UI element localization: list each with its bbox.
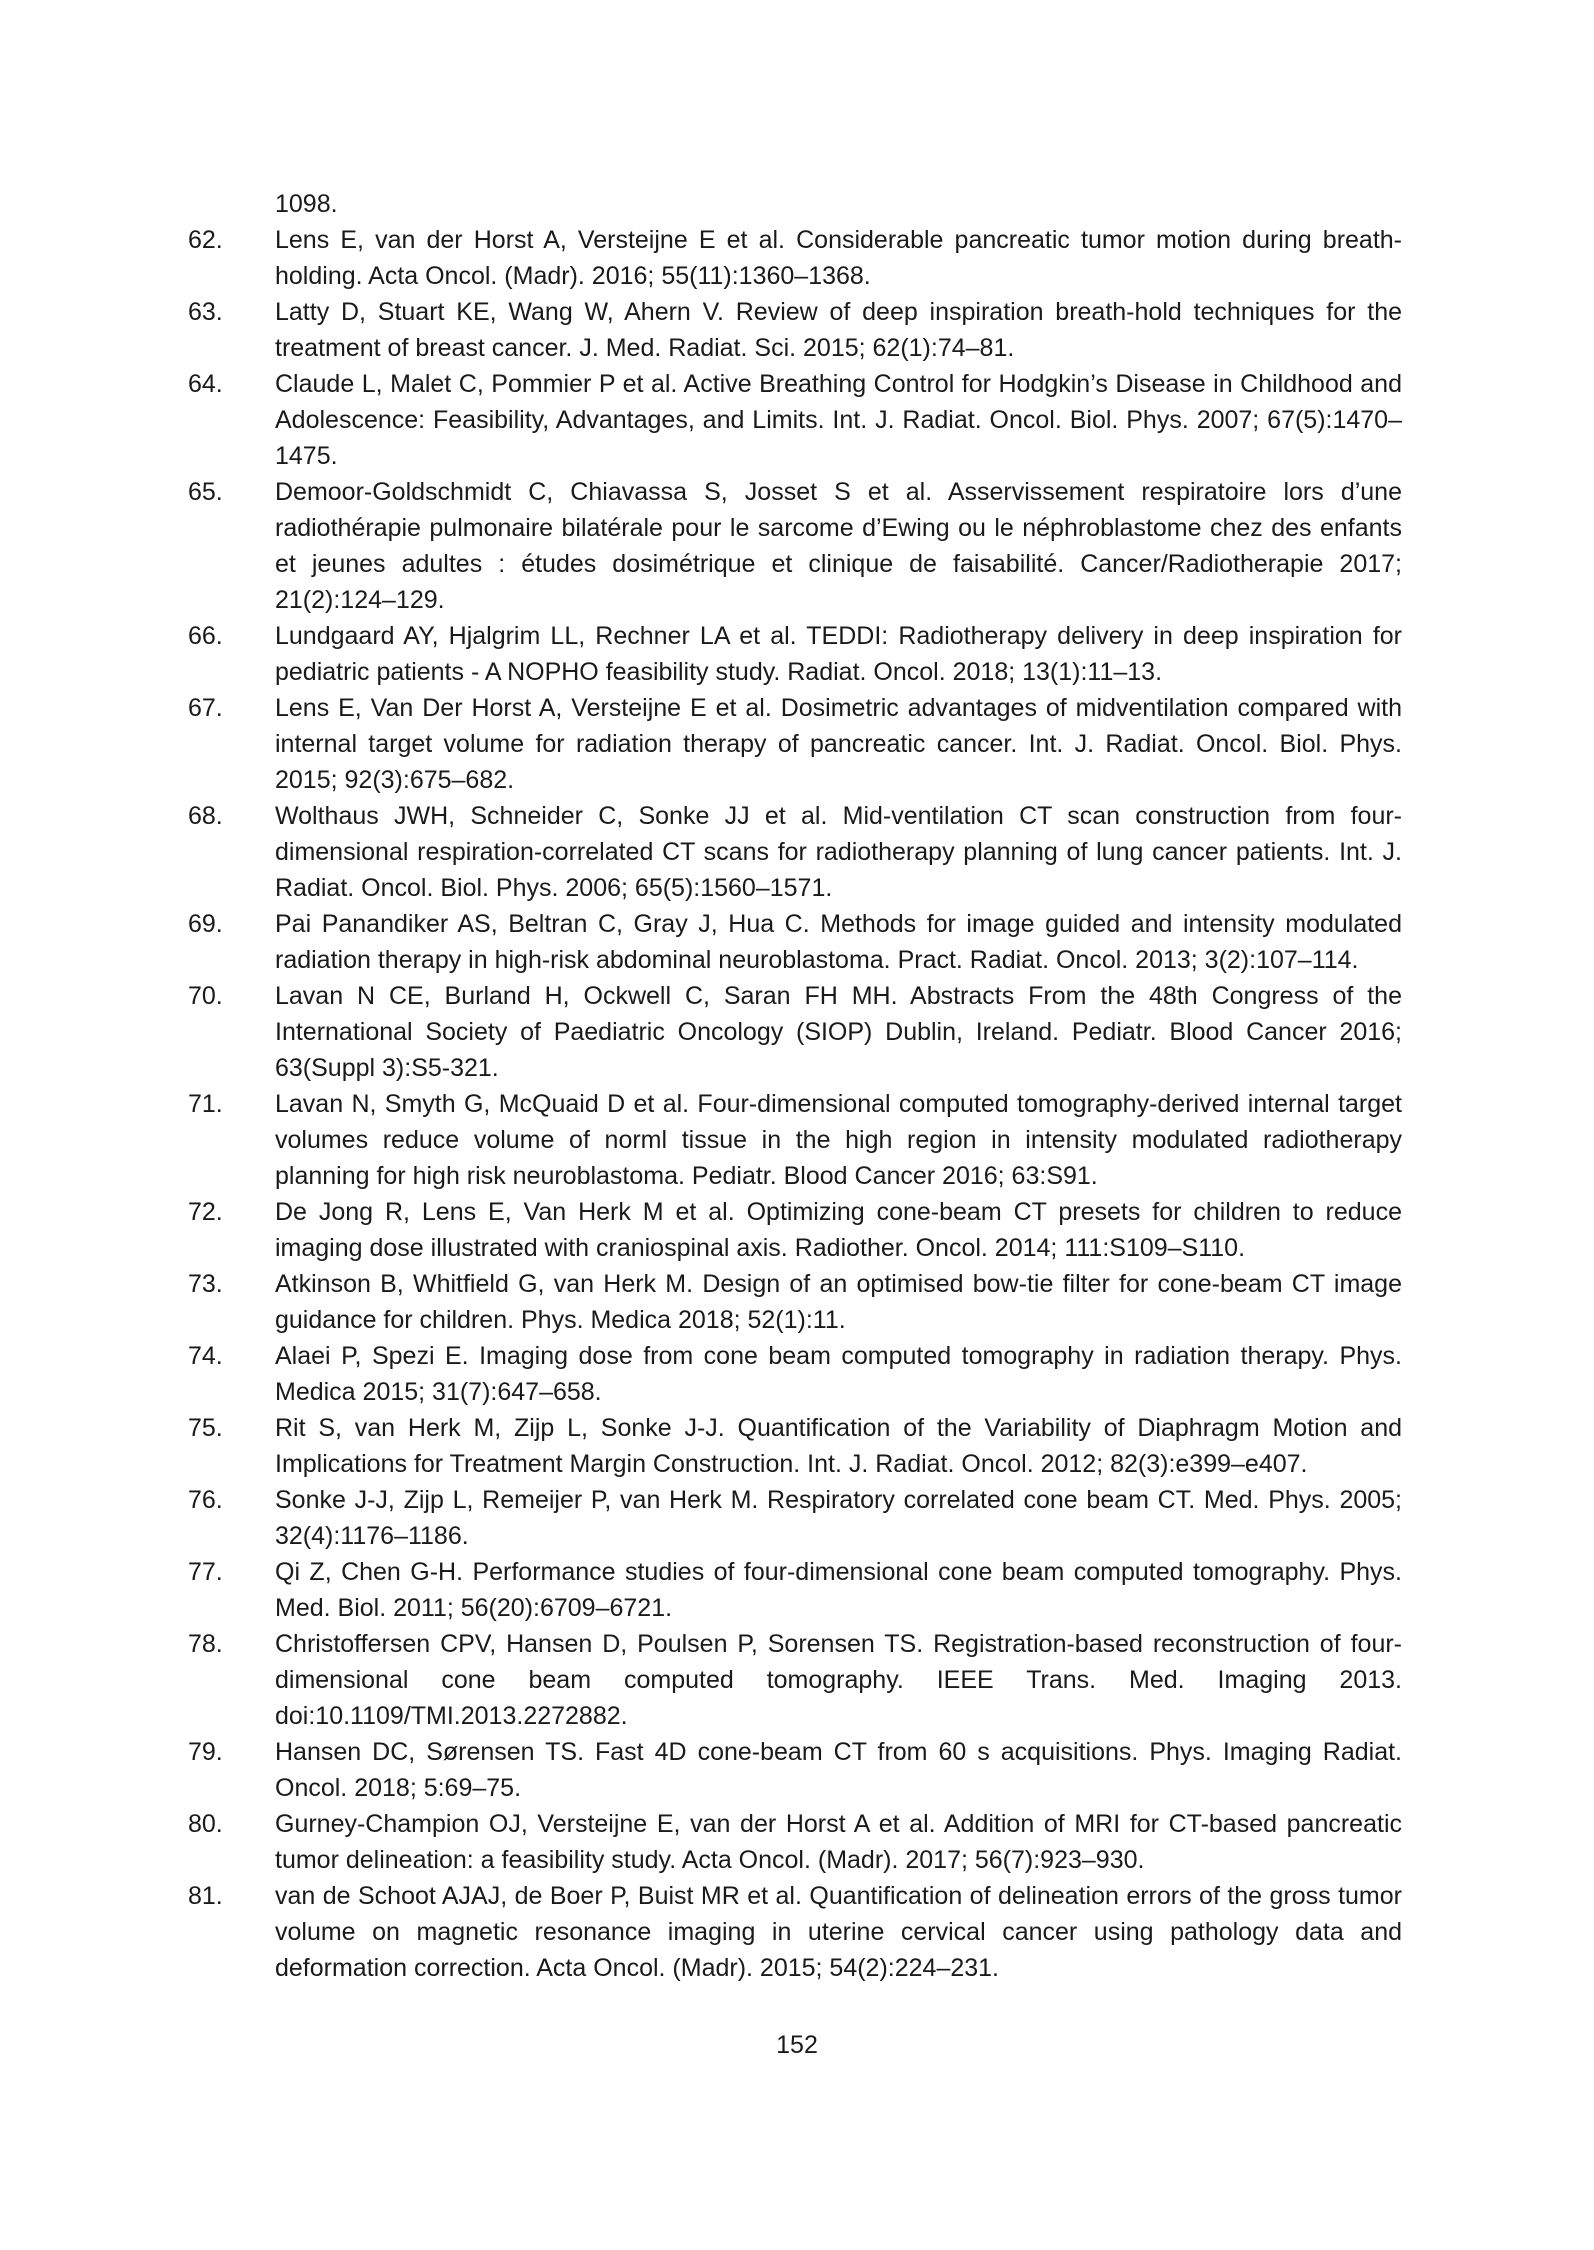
reference-text: Wolthaus JWH, Schneider C, Sonke JJ et al. Mid-ventilation CT scan construction from four-dimensional respiration-correlated CT scans for radiotherapy planning of lung cancer patients. Int. J. Radiat. Oncol. Biol. Phys. 2006; 65(5):1560–1571. [275,802,1402,902]
reference-text: Alaei P, Spezi E. Imaging dose from cone beam computed tomography in radiation therapy. Phys. Medica 2015; 31(7):647–658. [275,1342,1402,1406]
reference-number: 69. [188,910,223,938]
reference-text: Lundgaard AY, Hjalgrim LL, Rechner LA et al. TEDDI: Radiotherapy delivery in deep inspiration for pediatric patients - A NOPHO feasibility study. Radiat. Oncol. 2018; 13(1):11–13. [275,622,1402,686]
reference-entry [188,1806,1402,1878]
reference-number: 67. [188,694,223,722]
reference-text: Claude L, Malet C, Pommier P et al. Active Breathing Control for Hodgkin’s Disease in Childhood and Adolescence: Feasibility, Advantages, and Limits. Int. J. Radiat. Oncol. Biol. Phys. 2007; 67(5):1470–1475. [275,370,1402,470]
reference-entry [188,474,1402,618]
reference-number: 75. [188,1414,223,1442]
reference-entry [188,906,1402,978]
reference-text: Latty D, Stuart KE, Wang W, Ahern V. Review of deep inspiration breath-hold techniques for the treatment of breast cancer. J. Med. Radiat. Sci. 2015; 62(1):74–81. [275,298,1402,362]
reference-number: 66. [188,622,223,650]
reference-text: Qi Z, Chen G-H. Performance studies of four-dimensional cone beam computed tomography. Phys. Med. Biol. 2011; 56(20):6709–6721. [275,1558,1402,1622]
reference-text: van de Schoot AJAJ, de Boer P, Buist MR et al. Quantification of delineation errors of the gross tumor volume on magnetic resonance imaging in uterine cervical cancer using pathology data and deformation correction. Acta Oncol. (Madr). 2015; 54(2):224–231. [275,1882,1402,1982]
reference-entry [188,366,1402,474]
reference-number: 76. [188,1486,223,1514]
reference-text: Demoor-Goldschmidt C, Chiavassa S, Josset S et al. Asservissement respiratoire lors d’une radiothérapie pulmonaire bilatérale pour le sarcome d’Ewing ou le néphroblastome chez des enfants et jeunes adultes : études dosimétrique et clinique de faisabilité. Cancer/Radiotherapie 2017; 21(2):124–129. [275,478,1402,614]
reference-text: Lens E, van der Horst A, Versteijne E et al. Considerable pancreatic tumor motion during breath-holding. Acta Oncol. (Madr). 2016; 55(11):1360–1368. [275,226,1402,290]
reference-text: Sonke J-J, Zijp L, Remeijer P, van Herk M. Respiratory correlated cone beam CT. Med. Phys. 2005; 32(4):1176–1186. [275,1486,1402,1550]
reference-entry [188,978,1402,1086]
reference-text: Atkinson B, Whitfield G, van Herk M. Design of an optimised bow-tie filter for cone-beam CT image guidance for children. Phys. Medica 2018; 52(1):11. [275,1270,1402,1334]
reference-number: 74. [188,1342,223,1370]
reference-text: Pai Panandiker AS, Beltran C, Gray J, Hua C. Methods for image guided and intensity modulated radiation therapy in high-risk abdominal neuroblastoma. Pract. Radiat. Oncol. 2013; 3(2):107–114. [275,910,1402,974]
reference-text: Lavan N CE, Burland H, Ockwell C, Saran FH MH. Abstracts From the 48th Congress of the International Society of Paediatric Oncology (SIOP) Dublin, Ireland. Pediatr. Blood Cancer 2016; 63(Suppl 3):S5-321. [275,982,1402,1082]
reference-number: 79. [188,1738,223,1766]
reference-text: Lens E, Van Der Horst A, Versteijne E et al. Dosimetric advantages of midventilation compared with internal target volume for radiation therapy of pancreatic cancer. Int. J. Radiat. Oncol. Biol. Phys. 2015; 92(3):675–682. [275,694,1402,794]
reference-number: 78. [188,1630,223,1658]
reference-number: 77. [188,1558,223,1586]
reference-text: Lavan N, Smyth G, McQuaid D et al. Four-dimensional computed tomography-derived internal target volumes reduce volume of norml tissue in the high region in intensity modulated radiotherapy planning for high risk neuroblastoma. Pediatr. Blood Cancer 2016; 63:S91. [275,1090,1402,1190]
reference-text: Hansen DC, Sørensen TS. Fast 4D cone-beam CT from 60 s acquisitions. Phys. Imaging Radiat. Oncol. 2018; 5:69–75. [275,1738,1402,1802]
reference-entry [188,1482,1402,1554]
reference-text: De Jong R, Lens E, Van Herk M et al. Optimizing cone-beam CT presets for children to reduce imaging dose illustrated with craniospinal axis. Radiother. Oncol. 2014; 111:S109–S110. [275,1198,1402,1262]
reference-number: 62. [188,226,223,254]
reference-entry [188,1878,1402,1986]
reference-number: 64. [188,370,223,398]
reference-number: 81. [188,1882,223,1910]
reference-entry [188,222,1402,294]
reference-entry [188,798,1402,906]
reference-text: Christoffersen CPV, Hansen D, Poulsen P, Sorensen TS. Registration-based reconstruction of four-dimensional cone beam computed tomography. IEEE Trans. Med. Imaging 2013. doi:10.1109/TMI.2013.2272882. [275,1630,1402,1730]
reference-text: Gurney-Champion OJ, Versteijne E, van der Horst A et al. Addition of MRI for CT-based pancreatic tumor delineation: a feasibility study. Acta Oncol. (Madr). 2017; 56(7):923–930. [275,1810,1402,1874]
reference-number: 70. [188,982,223,1010]
reference-number: 68. [188,802,223,830]
reference-entry [188,690,1402,798]
page-number: 152 [776,2031,818,2059]
reference-number: 65. [188,478,223,506]
reference-list [188,186,1402,1986]
reference-number: 73. [188,1270,223,1298]
reference-entry [188,1194,1402,1266]
reference-entry [188,1338,1402,1410]
reference-entry [188,1554,1402,1626]
reference-continuation-text: 1098. [275,190,338,218]
reference-number: 72. [188,1198,223,1226]
reference-entry [188,1626,1402,1734]
reference-continuation [188,186,1402,222]
reference-number: 63. [188,298,223,326]
reference-entry [188,1410,1402,1482]
reference-entry [188,618,1402,690]
reference-text: Rit S, van Herk M, Zijp L, Sonke J-J. Quantification of the Variability of Diaphragm Motion and Implications for Treatment Margin Construction. Int. J. Radiat. Oncol. 2012; 82(3):e399–e407. [275,1414,1402,1478]
reference-entry [188,1086,1402,1194]
reference-entry [188,1734,1402,1806]
reference-number: 71. [188,1090,223,1118]
reference-number: 80. [188,1810,223,1838]
reference-items [188,222,1402,1986]
reference-entry [188,294,1402,366]
reference-entry [188,1266,1402,1338]
